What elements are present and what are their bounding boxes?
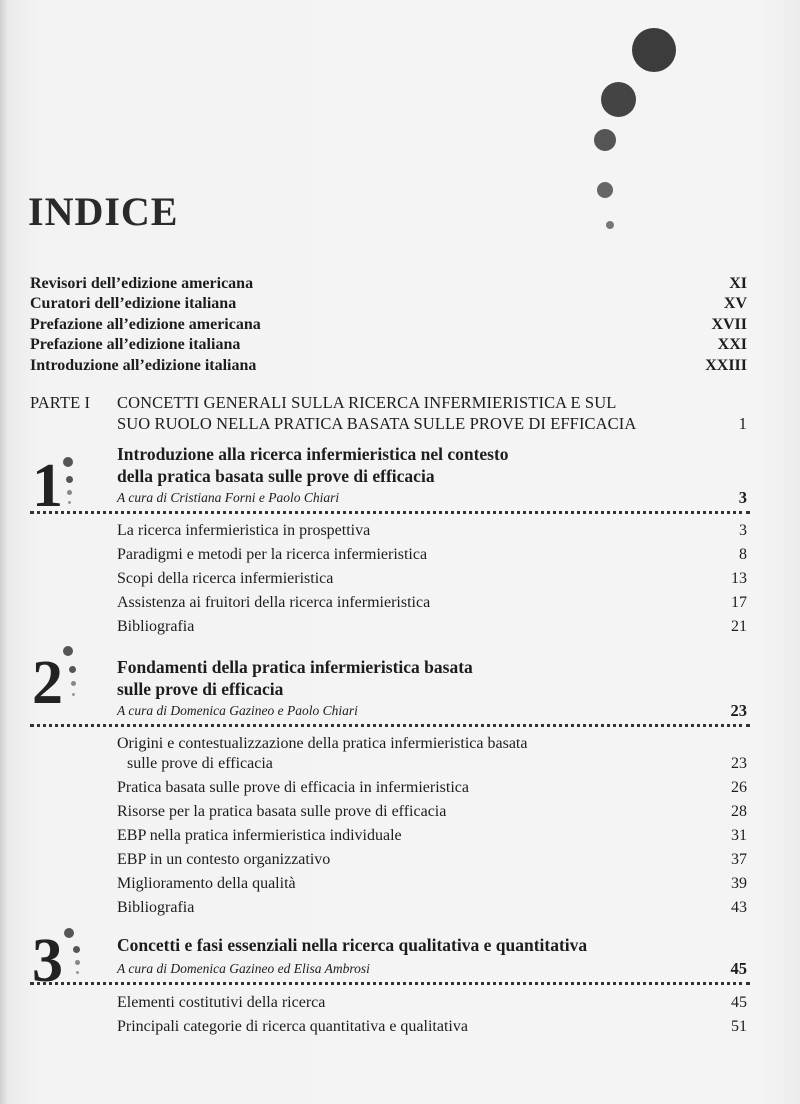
toc-entry-page: 31 xyxy=(731,827,747,844)
toc-entry-page: 28 xyxy=(731,803,747,820)
toc-entry-page: XI xyxy=(729,275,747,292)
toc-entry-page: 23 xyxy=(731,755,747,772)
dotted-divider xyxy=(30,511,750,514)
toc-entry-label: Risorse per la pratica basata sulle prove di efficacia xyxy=(117,803,447,820)
toc-entry-page: 8 xyxy=(739,546,747,563)
dotted-divider xyxy=(30,724,750,727)
toc-entry-page: XVII xyxy=(711,316,747,333)
toc-entry-page: XV xyxy=(723,295,747,312)
part-title: SUO RUOLO NELLA PRATICA BASATA SULLE PROVE DI EFFICACIA xyxy=(117,414,637,433)
toc-entry-page: XXI xyxy=(717,336,747,353)
toc-entry-label: Origini e contestualizzazione della pratica infermieristica basata xyxy=(117,735,528,752)
toc-entry-label: Scopi della ricerca infermieristica xyxy=(117,570,334,587)
dotted-divider xyxy=(30,982,750,985)
chapter-page: 23 xyxy=(730,701,747,720)
chapter-title: Introduzione alla ricerca infermieristica nel contesto xyxy=(117,444,509,464)
toc-entry-label: Assistenza ai fruitori della ricerca infermieristica xyxy=(117,594,431,611)
chapter-title: della pratica basata sulle prove di efficacia xyxy=(117,466,435,486)
toc-entry-label: EBP in un contesto organizzativo xyxy=(117,851,331,868)
toc-entry-page: 51 xyxy=(731,1018,747,1035)
toc-entry-label: Bibliografia xyxy=(117,899,195,916)
chapter-page: 3 xyxy=(738,488,747,507)
part-label: PARTE I xyxy=(30,393,91,412)
toc-entry-label: Curatori dell’edizione italiana xyxy=(30,295,237,312)
chapter-number: 1 xyxy=(32,452,63,520)
page-title: INDICE xyxy=(28,189,179,234)
chapter-title: sulle prove di efficacia xyxy=(117,679,284,699)
chapter-number: 3 xyxy=(32,927,63,995)
toc-entry-label: Principali categorie di ricerca quantitativa e qualitativa xyxy=(117,1018,468,1035)
toc-entry-page: XXIII xyxy=(705,357,747,374)
toc-entry-label: Revisori dell’edizione americana xyxy=(30,275,254,292)
part-page: 1 xyxy=(738,414,747,433)
toc-entry-label: La ricerca infermieristica in prospettiva xyxy=(117,522,371,539)
toc-entry-label: EBP nella pratica infermieristica individuale xyxy=(117,827,402,844)
toc-entry-label: Miglioramento della qualità xyxy=(117,875,296,892)
chapter-authors: A cura di Domenica Gazineo e Paolo Chiari xyxy=(117,703,358,718)
chapter-number: 2 xyxy=(32,649,63,717)
chapter-authors: A cura di Domenica Gazineo ed Elisa Ambrosi xyxy=(117,961,370,976)
toc-entry-page: 13 xyxy=(731,570,747,587)
toc-entry-page: 17 xyxy=(731,594,747,611)
chapter-authors: A cura di Cristiana Forni e Paolo Chiari xyxy=(117,490,340,505)
toc-entry-label: Prefazione all’edizione italiana xyxy=(30,336,241,353)
toc-entry-page: 26 xyxy=(731,779,747,796)
chapter-page: 45 xyxy=(730,959,747,978)
toc-entry-label: Elementi costitutivi della ricerca xyxy=(117,994,326,1011)
toc-entry-page: 37 xyxy=(731,851,747,868)
toc-entry-label: Prefazione all’edizione americana xyxy=(30,316,261,333)
chapter-title: Fondamenti della pratica infermieristica basata xyxy=(117,657,473,677)
toc-entry-label: Paradigmi e metodi per la ricerca infermieristica xyxy=(117,546,428,563)
toc-entry-label: Introduzione all’edizione italiana xyxy=(30,357,257,374)
toc-entry-page: 21 xyxy=(731,618,747,635)
toc-entry-page: 39 xyxy=(731,875,747,892)
part-title: CONCETTI GENERALI SULLA RICERCA INFERMIERISTICA E SUL xyxy=(117,393,617,412)
toc-entry-page: 45 xyxy=(731,994,747,1011)
toc-entry-page: 43 xyxy=(731,899,747,916)
toc-entry-label-continued: sulle prove di efficacia xyxy=(127,755,273,772)
toc-entry-label: Bibliografia xyxy=(117,618,195,635)
toc-entry-label: Pratica basata sulle prove di efficacia in infermieristica xyxy=(117,779,469,796)
chapter-title: Concetti e fasi essenziali nella ricerca qualitativa e quantitativa xyxy=(117,935,588,955)
toc-entry-page: 3 xyxy=(739,522,747,539)
